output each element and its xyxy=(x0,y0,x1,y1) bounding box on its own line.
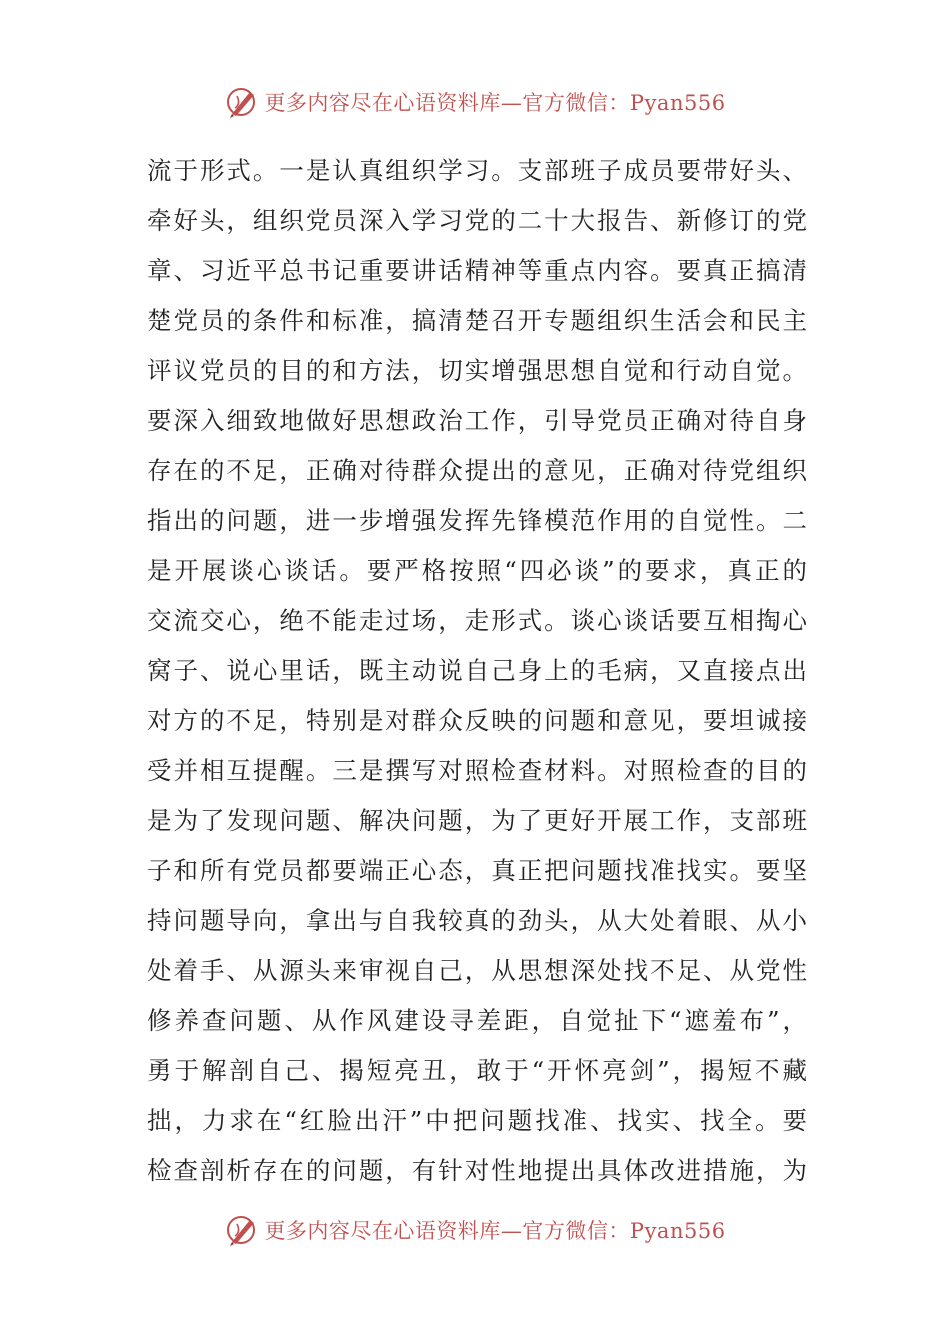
body-text-line: 处着手、从源头来审视自己，从思想深处找不足、从党性 xyxy=(147,956,807,985)
body-text-line: 章、习近平总书记重要讲话精神等重点内容。要真正搞清 xyxy=(147,256,807,285)
header-banner-text: 更多内容尽在心语资料库—官方微信：Pyan556 xyxy=(264,91,726,115)
body-text-line: 受并相互提醒。三是撰写对照检查材料。对照检查的目的 xyxy=(147,756,807,785)
pen-logo-icon xyxy=(224,84,260,120)
footer-banner-text: 更多内容尽在心语资料库—官方微信：Pyan556 xyxy=(264,1219,726,1243)
body-text-line: 牵好头，组织党员深入学习党的二十大报告、新修订的党 xyxy=(147,206,807,235)
body-text-line: 评议党员的目的和方法，切实增强思想自觉和行动自觉。 xyxy=(147,356,807,385)
body-text-line: 拙，力求在“红脸出汗”中把问题找准、找实、找全。要 xyxy=(147,1106,807,1135)
body-text-line: 对方的不足，特别是对群众反映的问题和意见，要坦诚接 xyxy=(147,706,807,735)
body-text-line: 存在的不足，正确对待群众提出的意见，正确对待党组织 xyxy=(147,456,807,485)
body-text-line: 持问题导向，拿出与自我较真的劲头，从大处着眼、从小 xyxy=(147,906,807,935)
footer-banner xyxy=(0,1210,950,1250)
pen-logo-icon xyxy=(224,1212,260,1248)
body-text-line: 是开展谈心谈话。要严格按照“四必谈”的要求，真正的 xyxy=(147,556,807,585)
body-text-line: 指出的问题，进一步增强发挥先锋模范作用的自觉性。二 xyxy=(147,506,807,535)
body-text-line: 检查剖析存在的问题，有针对性地提出具体改进措施，为 xyxy=(147,1156,807,1185)
body-text-line: 流于形式。一是认真组织学习。支部班子成员要带好头、 xyxy=(147,156,807,185)
body-text-line: 是为了发现问题、解决问题，为了更好开展工作，支部班 xyxy=(147,806,807,835)
document-body xyxy=(147,146,807,1196)
header-banner xyxy=(0,82,950,122)
body-text-line: 交流交心，绝不能走过场，走形式。谈心谈话要互相掏心 xyxy=(147,606,807,635)
body-text-line: 勇于解剖自己、揭短亮丑，敢于“开怀亮剑”，揭短不藏 xyxy=(147,1056,807,1085)
body-text-line: 楚党员的条件和标准，搞清楚召开专题组织生活会和民主 xyxy=(147,306,807,335)
body-text-line: 子和所有党员都要端正心态，真正把问题找准找实。要坚 xyxy=(147,856,807,885)
body-text-line: 窝子、说心里话，既主动说自己身上的毛病，又直接点出 xyxy=(147,656,807,685)
body-text-line: 要深入细致地做好思想政治工作，引导党员正确对待自身 xyxy=(147,406,807,435)
body-text-line: 修养查问题、从作风建设寻差距，自觉扯下“遮羞布”， xyxy=(147,1006,807,1035)
